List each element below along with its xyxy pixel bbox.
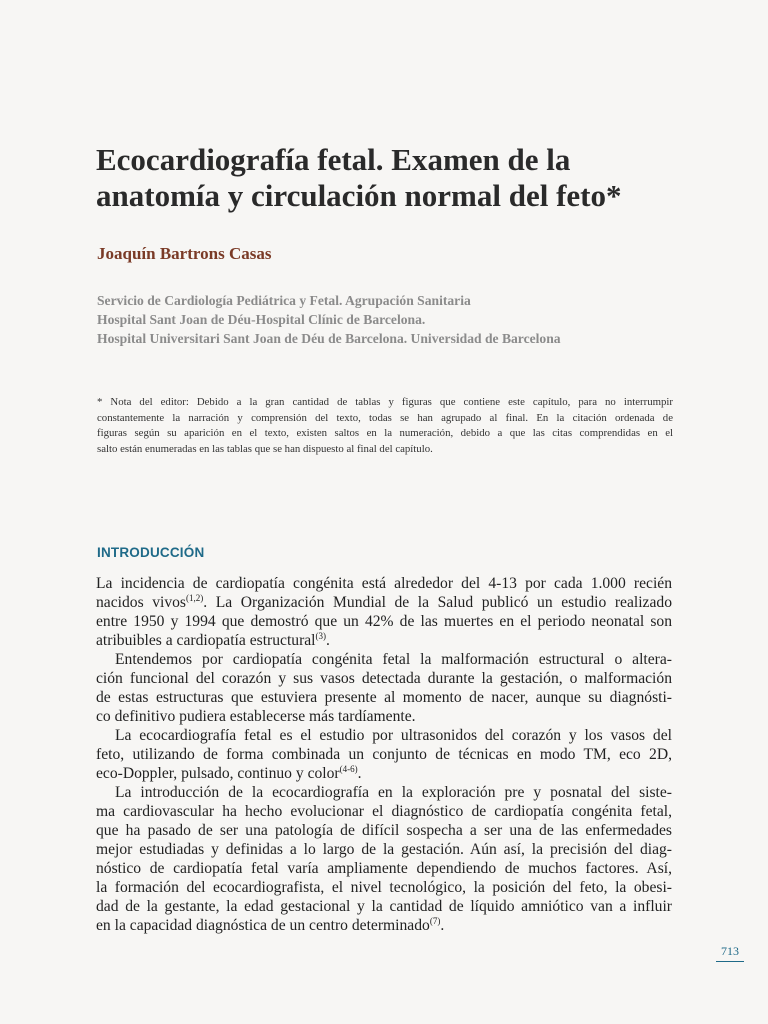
line-text: ma cardiovascular ha hecho evolucionar el diagnóstico de cardiopatía congénita fetal,	[96, 803, 672, 820]
editor-note-line: constantemente la narración y comprensión del texto, todas se han agrupado al final. En la citación ordenada de	[97, 411, 673, 424]
chapter-title-line: Ecocardiografía fetal. Examen de la	[96, 142, 571, 177]
paragraph-line	[96, 802, 672, 821]
line-text: . La Organización Mundial de la Salud publicó un estudio realizado	[203, 594, 672, 611]
line-text: .	[357, 765, 362, 782]
paragraph-line	[96, 650, 672, 669]
chapter-title	[96, 142, 716, 214]
line-text: La introducción de la ecocardiografía en la exploración pre y posnatal del siste-	[115, 784, 672, 801]
citation-reference: (3)	[315, 631, 327, 641]
author-name: Joaquín Bartrons Casas	[97, 244, 272, 263]
affiliation-line: Servicio de Cardiología Pediátrica y Fetal. Agrupación Sanitaria	[97, 293, 471, 308]
paragraph-line	[96, 783, 672, 802]
line-text: nacidos vivos	[96, 594, 187, 611]
line-text: la formación del ecocardiografista, el nivel tecnológico, la posición del feto, la obesi-	[96, 879, 672, 896]
paragraph-line	[96, 764, 672, 783]
paragraph-line	[96, 821, 672, 840]
line-text: de estas estructuras que estuviera presente al momento de nacer, aunque su diagnósti-	[96, 689, 672, 706]
paragraph-line	[96, 726, 672, 745]
paragraph-line	[96, 859, 672, 878]
paragraph-line	[96, 593, 672, 612]
line-text: entre 1950 y 1994 que demostró que un 42% de las muertes en el periodo neonatal son	[96, 613, 672, 630]
paragraph-line	[96, 669, 672, 688]
line-text: Entendemos por cardiopatía congénita fetal la malformación estructural o altera-	[115, 651, 672, 668]
line-text: que ha pasado de ser una patología de difícil sospecha a ser una de las enfermedades	[96, 822, 672, 839]
affiliation-line: Hospital Sant Joan de Déu-Hospital Clínic de Barcelona.	[97, 312, 426, 327]
line-text: .	[440, 917, 445, 934]
line-text: eco-Doppler, pulsado, continuo y color	[96, 765, 340, 782]
line-text: mejor estudiadas y definidas a lo largo de la gestación. Aún así, la precisión del diag-	[96, 841, 672, 858]
section-heading: INTRODUCCIÓN	[97, 545, 205, 560]
paragraph-line	[96, 688, 672, 707]
line-text: feto, utilizando de forma combinada un conjunto de técnicas en modo TM, eco 2D,	[96, 746, 672, 763]
paragraph-line	[96, 745, 672, 764]
line-text: en la capacidad diagnóstica de un centro determinado	[96, 917, 430, 934]
editor-note-line: salto están enumeradas en las tablas que se han dispuesto al final del capítulo.	[97, 442, 433, 455]
paragraph-line	[96, 878, 672, 897]
line-text: atribuibles a cardiopatía estructural	[96, 632, 316, 649]
citation-reference: (4-6)	[339, 764, 358, 774]
editor-note-line: figuras según su aparición en el texto, existen saltos en la numeración, debido a que las citas comprendidas en el	[97, 427, 673, 439]
paragraph-line	[96, 840, 672, 859]
line-text: dad de la gestante, la edad gestacional y la cantidad de líquido amniótico van a influir	[96, 898, 672, 915]
citation-reference: (1,2)	[186, 593, 204, 603]
citation-reference: (7)	[429, 916, 441, 926]
paragraph-line	[96, 897, 672, 916]
editor-note-line: * Nota del editor: Debido a la gran cantidad de tablas y figuras que contiene este capítulo, para no interrumpir	[97, 396, 673, 408]
editor-note	[97, 395, 673, 457]
line-text: nóstico de cardiopatía fetal varía ampliamente dependiendo de muchos factores. Así,	[96, 860, 672, 877]
paragraph-line	[96, 574, 672, 593]
affiliation-block	[97, 291, 697, 348]
affiliation-line: Hospital Universitari Sant Joan de Déu de Barcelona. Universidad de Barcelona	[97, 331, 561, 346]
page-number: 713	[721, 944, 739, 958]
line-text: La ecocardiografía fetal es el estudio por ultrasonidos del corazón y los vasos del	[115, 727, 672, 744]
page-number-rule	[716, 961, 744, 962]
line-text: ción funcional del corazón y sus vasos detectada durante la gestación, o malformación	[96, 670, 672, 687]
paragraph-line	[96, 916, 672, 935]
line-text: La incidencia de cardiopatía congénita está alrededor del 4-13 por cada 1.000 recién	[96, 575, 672, 592]
line-text: .	[326, 632, 330, 649]
chapter-title-line: anatomía y circulación normal del feto*	[96, 178, 622, 213]
paragraph-line	[96, 707, 672, 726]
paragraph-line	[96, 612, 672, 631]
line-text: co definitivo pudiera establecerse más tardíamente.	[96, 708, 416, 725]
paragraph-line	[96, 631, 672, 650]
body-text	[96, 574, 672, 935]
